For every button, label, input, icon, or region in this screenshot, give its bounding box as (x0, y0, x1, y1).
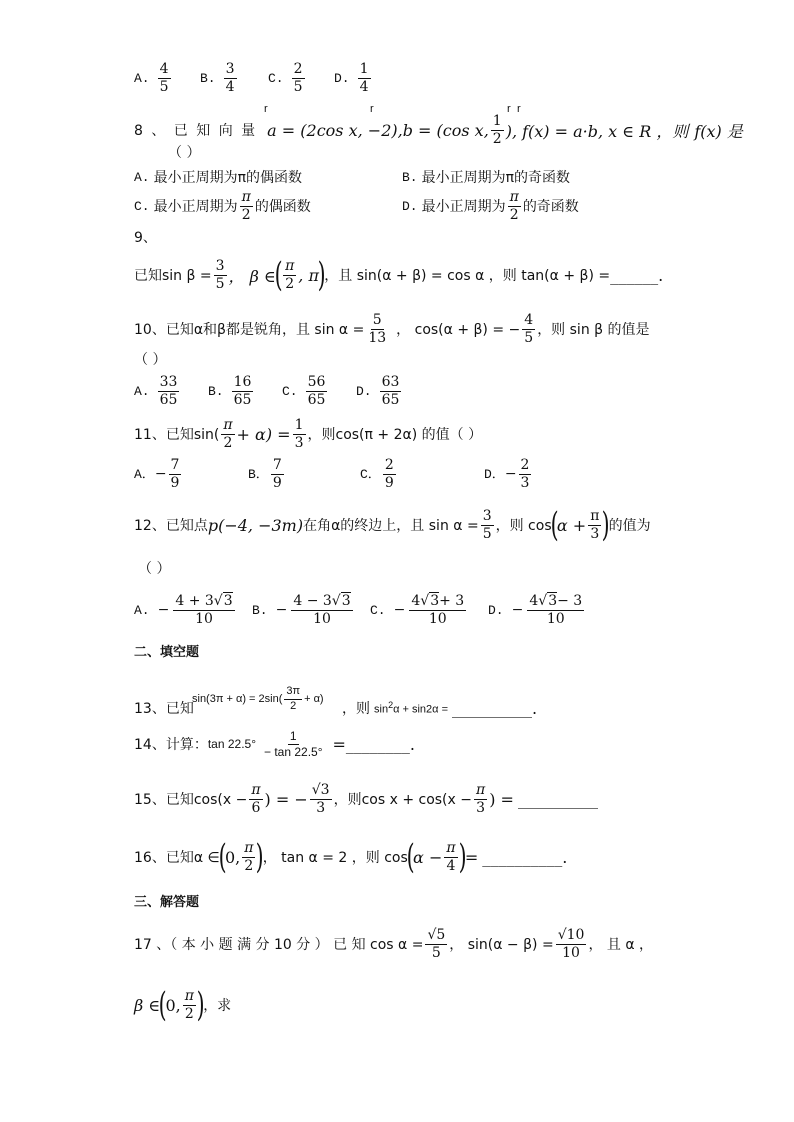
fraction: $\frac{\pi}{2}$ (244, 839, 254, 874)
fraction: $\frac{56}{65}$ (307, 374, 326, 408)
q8-option-b: B. 最小正周期为π的奇函数 (402, 169, 571, 186)
q7-option-c: C. $\frac{2}{5}$ (268, 61, 303, 95)
q11-option-a: A． − $\frac{7}{9}$ (134, 457, 180, 491)
q10-option-b: B. $\frac{16}{65}$ (208, 374, 252, 408)
q7-option-d: D. $\frac{1}{4}$ (334, 61, 369, 95)
fraction: $\frac{2}{5}$ (293, 61, 303, 95)
fraction: $\frac{√5}{5}$ (427, 927, 446, 961)
vector-arrow-marker: r (507, 103, 511, 115)
q13-target-expression: ，则 $\sin^2\alpha + \sin 2\alpha$ = __________ . (342, 698, 538, 718)
fraction: $\frac{1}{- \tan 22.5^\circ}$ (264, 729, 323, 759)
q10-option-a: A. $\frac{33}{65}$ (134, 374, 178, 408)
q7-option-b: B. $\frac{3}{4}$ (200, 61, 235, 95)
vector-arrow-marker: r (370, 103, 374, 115)
question-9-stem: 已知sin β = $\frac{3}{5}$ ， β ∈ ( $\frac{\pi}{2}$ , π ) ，且 sin(α + β) = cos α ，则 tan(α + β) = ______ . (134, 255, 664, 295)
q13-given-equation: sin(3π + α) = 2sin( $\frac{3\pi}{2}$ + α) (192, 685, 324, 712)
section-heading-fill-in: 二、填空题 (134, 645, 200, 660)
fraction: $\frac{33}{65}$ (159, 374, 178, 408)
q12-option-d: D. − $\frac{4√3- 3}{10}$ (488, 593, 583, 627)
question-15-stem: 15、已知cos(x − $\frac{\pi}{6}$ ) = − $\frac{√3}{3}$ ，则cos x + cos(x − $\frac{\pi}{3}$ ) = __________ (134, 782, 598, 816)
fraction: $\frac{\pi}{3}$ (590, 507, 600, 542)
q10-answer-paren: （ ） (134, 352, 167, 368)
question-8-stem: 8 、 已 知 向 量 a = (2cos x, −2), b = (cos x, $\frac{1}{2}$ ), f(x) = a·b, x ∈ R ，则 f(x) 是 (134, 113, 743, 147)
q11-option-d: D． − $\frac{2}{3}$ (484, 457, 530, 491)
q12-answer-paren: （ ） (138, 561, 171, 577)
fraction: $\frac{\pi}{2}$ (184, 987, 194, 1022)
fraction: $\frac{4}{5}$ (159, 61, 169, 95)
fraction: $\frac{4 + 3√3}{10}$ (175, 593, 233, 627)
fraction: $\frac{4√3+ 3}{10}$ (411, 593, 465, 627)
fraction: $\frac{1}{4}$ (359, 61, 369, 95)
question-13-number: 13、已知 (134, 701, 194, 717)
question-16-stem: 16、已知α ∈ ( 0, $\frac{\pi}{2}$ ) ， tan α = 2 ，则 cos ( α − $\frac{\pi}{4}$ ) = __________ . (134, 837, 568, 877)
fraction: $\frac{\pi}{2}$ (241, 189, 251, 223)
fraction: $\frac{1}{2}$ (492, 113, 502, 147)
answer-blank[interactable]: ________ (345, 734, 410, 754)
fraction: $\frac{3}{5}$ (482, 507, 492, 542)
fraction: $\frac{4}{5}$ (524, 312, 534, 346)
question-14-stem: 14、计算： tan 22.5° $\frac{1}{- \tan 22.5^\circ}$ = ________ . (134, 729, 416, 759)
fraction: $\frac{\pi}{2}$ (285, 257, 295, 292)
answer-blank[interactable]: ______ (610, 265, 659, 285)
fraction: $\frac{√10}{10}$ (557, 927, 585, 961)
question-12-stem: 12、已知点 p(−4, −3m) 在角α的终边上，且 sin α = $\frac{3}{5}$ ，则 cos ( α + $\frac{\pi}{3}$ ) 的值为 (134, 505, 651, 545)
fraction: $\frac{4 - 3√3}{10}$ (293, 593, 351, 627)
question-17-line-2: β ∈ ( 0, $\frac{\pi}{2}$ ) ，求 (134, 985, 232, 1025)
section-heading-answer: 三、解答题 (134, 895, 200, 910)
fraction: $\frac{4√3- 3}{10}$ (529, 593, 583, 627)
fraction: $\frac{\pi}{3}$ (476, 782, 486, 816)
fraction: $\frac{3\pi}{2}$ (286, 685, 301, 712)
fraction: $\frac{3}{5}$ (215, 257, 225, 292)
q12-option-b: B. − $\frac{4 - 3√3}{10}$ (252, 593, 351, 627)
fraction: $\frac{√3}{3}$ (311, 782, 330, 816)
question-17-stem: 17 、（ 本 小 题 满 分 10 分 ） 已 知 cos α = $\frac{√5}{5}$ ， sin(α − β) = $\frac{√10}{10}$ ， 且 α ， (134, 927, 654, 961)
fraction: $\frac{7}{9}$ (170, 457, 180, 491)
question-9-number: 9、 (134, 230, 157, 246)
vector-arrow-marker: r (517, 103, 521, 115)
q12-option-a: A. − $\frac{4 + 3√3}{10}$ (134, 593, 233, 627)
q12-option-c: C. − $\frac{4√3+ 3}{10}$ (370, 593, 465, 627)
fraction: $\frac{\pi}{6}$ (251, 782, 261, 816)
fraction: $\frac{\pi}{2}$ (509, 189, 519, 223)
question-11-stem: 11、已知sin( $\frac{\pi}{2}$ + α) = $\frac{1}{3}$ ，则cos(π + 2α) 的值（ ） (134, 417, 483, 451)
fraction: $\frac{2}{9}$ (384, 457, 394, 491)
q8-answer-paren: （ ） (168, 145, 201, 161)
question-10-stem: 10、已知α和β都是锐角，且 sin α = $\frac{5}{13}$ ， cos(α + β) = − $\frac{4}{5}$ ，则 sin β 的值是 (134, 312, 650, 346)
q11-option-b: B． $\frac{7}{9}$ (248, 457, 282, 491)
fraction: $\frac{1}{3}$ (294, 417, 304, 451)
q7-option-a: A. $\frac{4}{5}$ (134, 61, 169, 95)
fraction: $\frac{2}{3}$ (520, 457, 530, 491)
q10-option-d: D. $\frac{63}{65}$ (356, 374, 400, 408)
vector-arrow-marker: r (264, 103, 268, 115)
fraction: $\frac{3}{4}$ (225, 61, 235, 95)
answer-blank[interactable]: __________ (452, 698, 532, 718)
fraction: $\frac{\pi}{4}$ (446, 839, 456, 874)
fraction: $\frac{7}{9}$ (272, 457, 282, 491)
fraction: $\frac{16}{65}$ (233, 374, 252, 408)
answer-blank[interactable]: __________ (517, 789, 598, 809)
q8-option-d: D. 最小正周期为 $\frac{\pi}{2}$ 的奇函数 (402, 189, 579, 223)
fraction: $\frac{63}{65}$ (381, 374, 400, 408)
answer-blank[interactable]: __________ (482, 847, 563, 867)
q10-option-c: C. $\frac{56}{65}$ (282, 374, 326, 408)
fraction: $\frac{5}{13}$ (368, 312, 387, 346)
fraction: $\frac{\pi}{2}$ (223, 417, 233, 451)
q8-option-c: C. 最小正周期为 $\frac{\pi}{2}$ 的偶函数 (134, 189, 311, 223)
q8-option-a: A. 最小正周期为π的偶函数 (134, 169, 303, 186)
q11-option-c: C． $\frac{2}{9}$ (360, 457, 394, 491)
